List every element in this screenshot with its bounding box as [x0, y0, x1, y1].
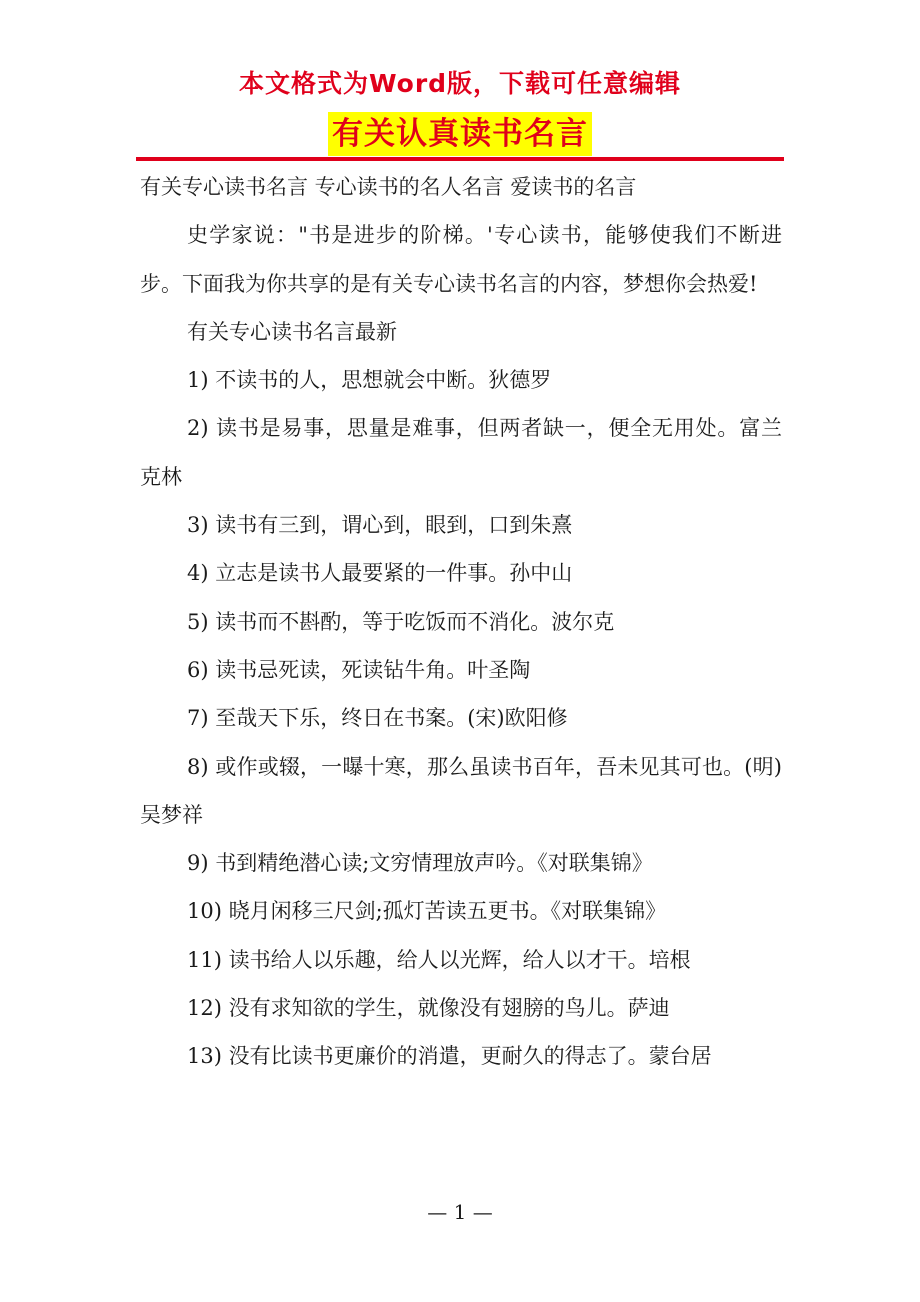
intro-paragraph: 史学家说："书是进步的阶梯。'专心读书，能够使我们不断进步。下面我为你共享的是有关专心读书名言的内容，梦想你会热爱! [140, 223, 782, 296]
quote-item: 2) 读书是易事，思量是难事，但两者缺一，便全无用处。富兰克林 [140, 416, 782, 489]
format-notice: 本文格式为Word版，下载可任意编辑 [238, 69, 682, 98]
quote-item: 11) 读书给人以乐趣，给人以光辉，给人以才干。培根 [187, 947, 691, 972]
quote-item: 6) 读书忌死读，死读钻牛角。叶圣陶 [187, 657, 531, 682]
quote-item: 1) 不读书的人，思想就会中断。狄德罗 [187, 368, 552, 393]
title-divider [136, 157, 784, 161]
quote-item: 5) 读书而不斟酌，等于吃饭而不消化。波尔克 [187, 609, 615, 634]
quote-item: 9) 书到精绝潜心读;文穷情理放声吟。《对联集锦》 [187, 851, 653, 876]
document-body [140, 163, 782, 1081]
quote-item: 7) 至哉天下乐，终日在书案。(宋)欧阳修 [187, 706, 568, 731]
document-title: 有关认真读书名言 [328, 112, 592, 156]
page-number: — 1 — [427, 1200, 493, 1224]
keywords-line: 有关专心读书名言 专心读书的名人名言 爱读书的名言 [140, 175, 637, 199]
quote-item: 8) 或作或辍，一曝十寒，那么虽读书百年，吾未见其可也。(明)吴梦祥 [140, 754, 782, 827]
quote-item: 12) 没有求知欲的学生，就像没有翅膀的鸟儿。萨迪 [187, 996, 670, 1021]
quote-item: 4) 立志是读书人最要紧的一件事。孙中山 [187, 561, 573, 586]
title-container [0, 112, 920, 156]
quote-item: 3) 读书有三到，谓心到，眼到，口到朱熹 [187, 513, 573, 538]
section-heading: 有关专心读书名言最新 [187, 319, 397, 344]
quote-item: 10) 晓月闲移三尺剑;孤灯苦读五更书。《对联集锦》 [187, 899, 667, 924]
quote-item: 13) 没有比读书更廉价的消遣，更耐久的得志了。蒙台居 [187, 1044, 712, 1069]
